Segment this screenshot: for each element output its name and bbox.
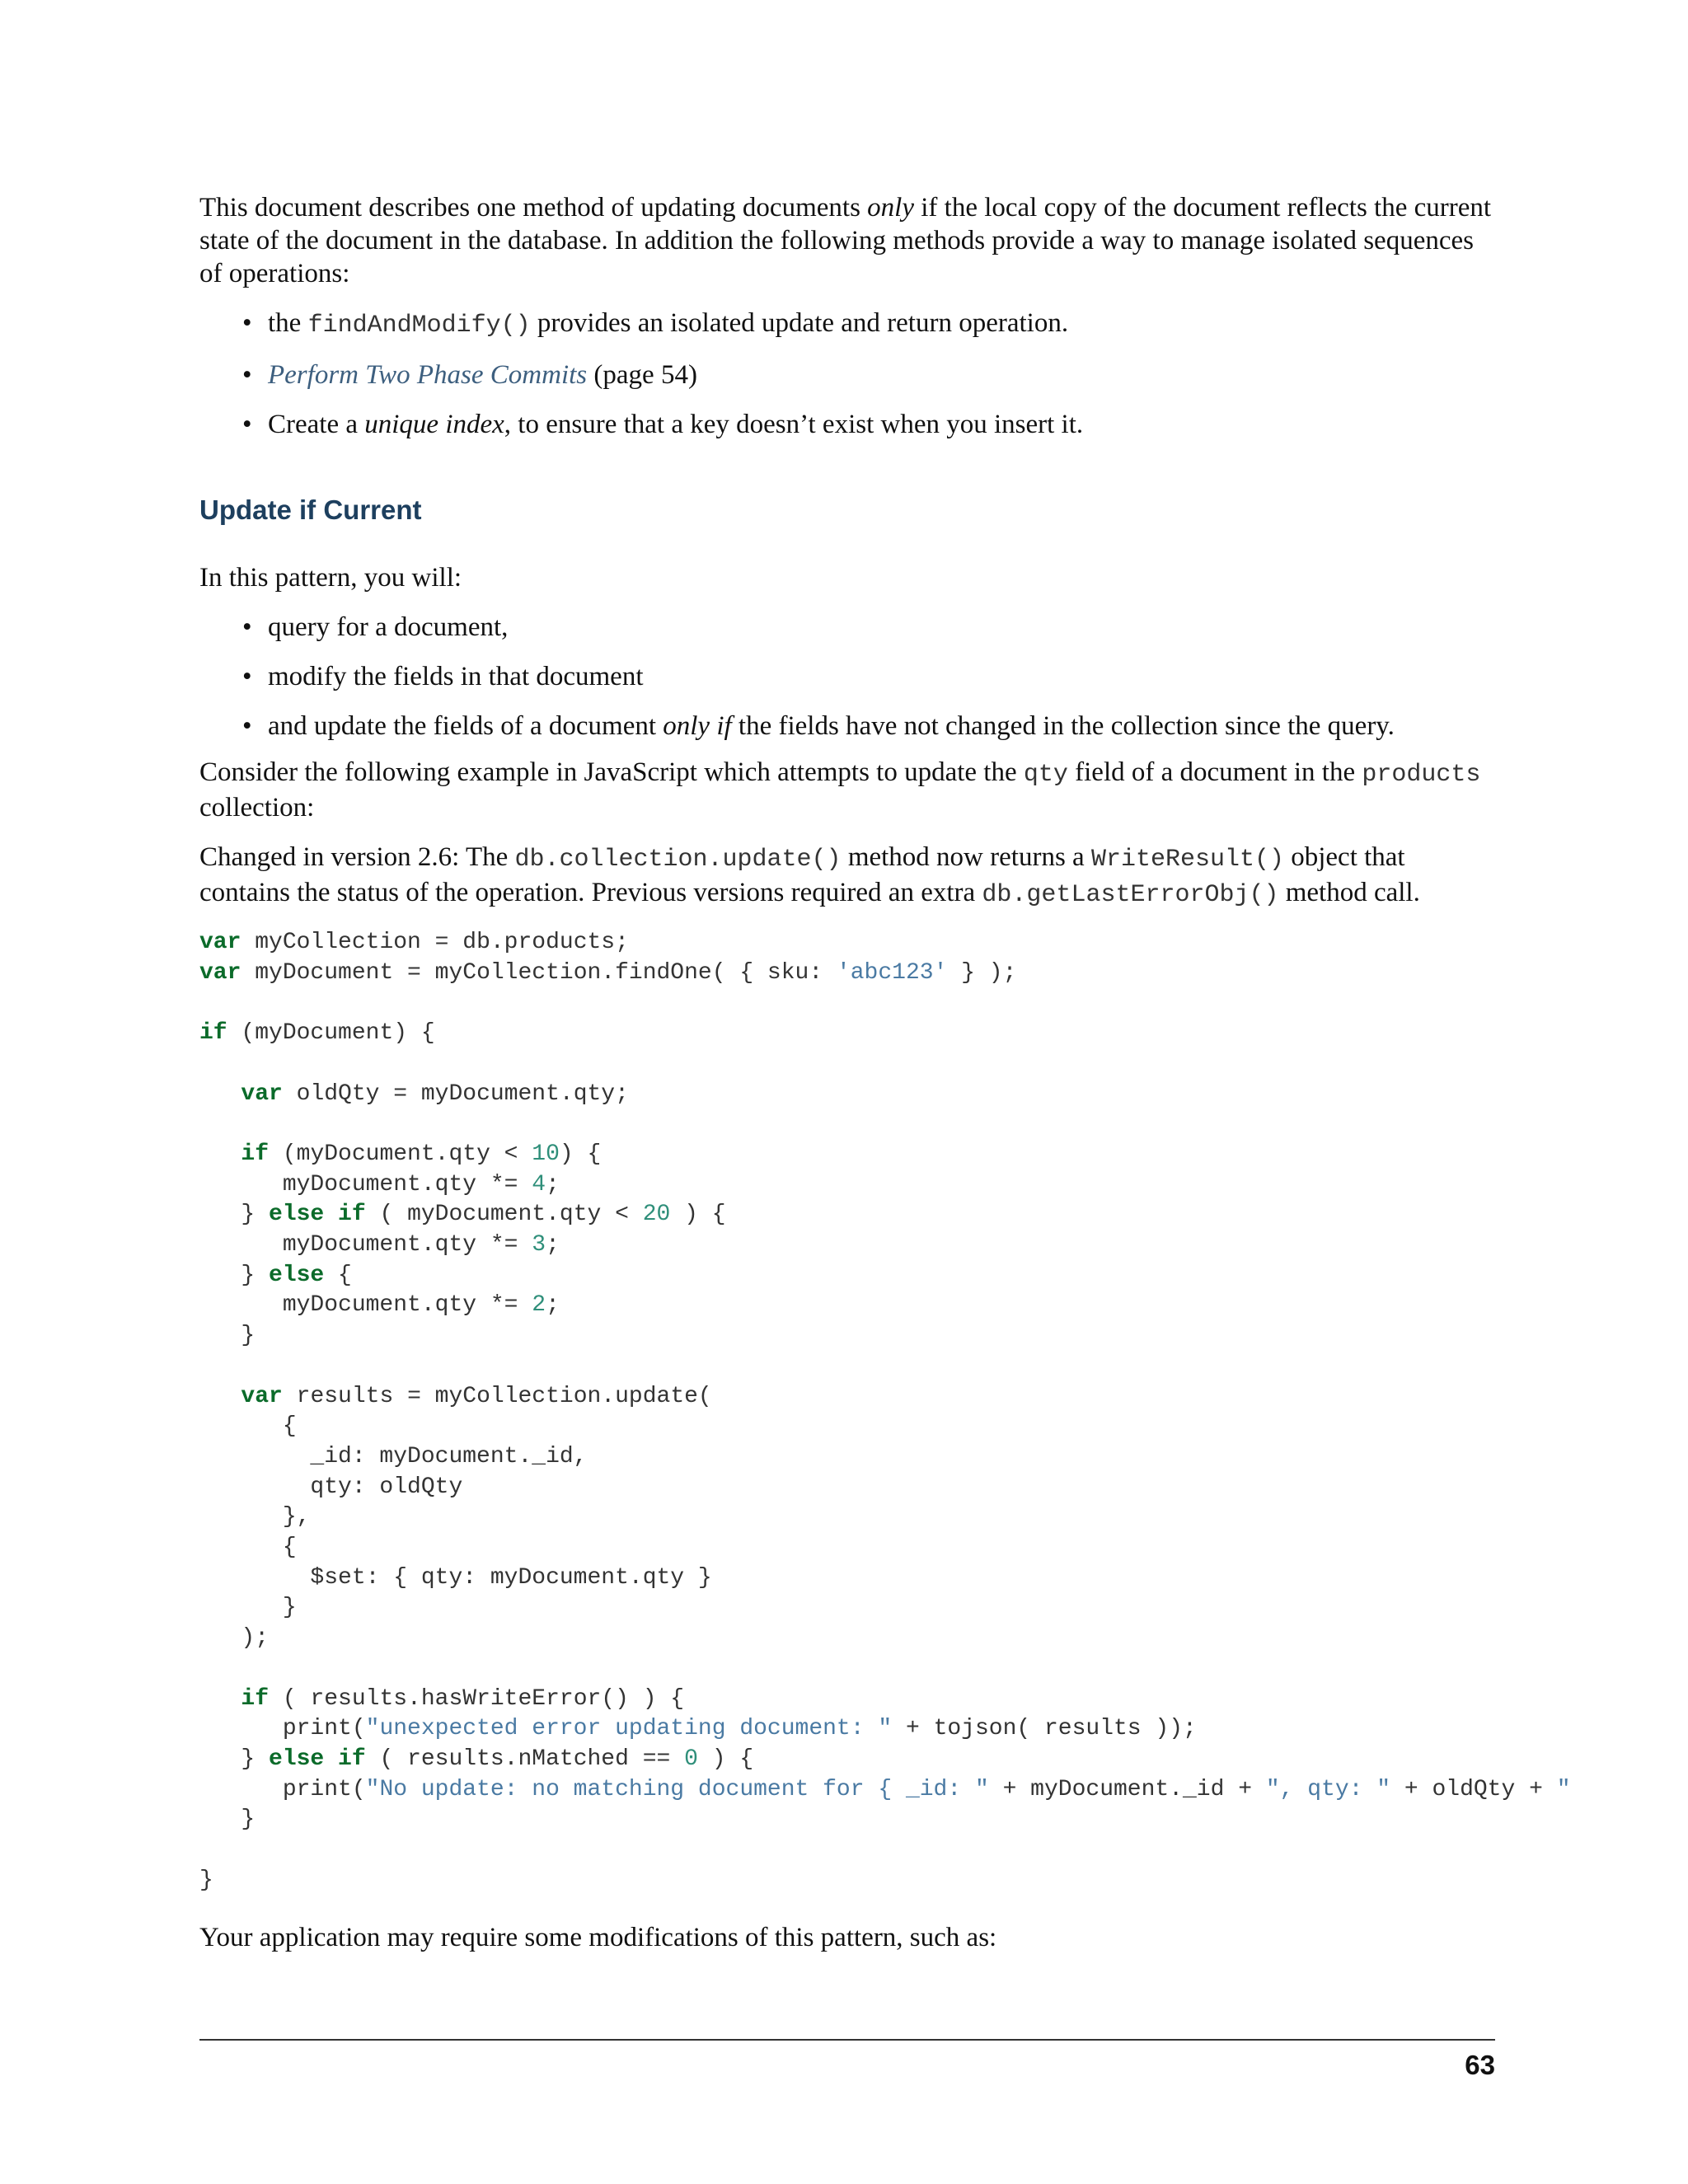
pattern-lead: In this pattern, you will:	[199, 563, 462, 593]
inline-code: WriteResult()	[1090, 846, 1284, 874]
inline-code: findAndModify()	[307, 312, 531, 340]
inline-code: db.getLastErrorObj()	[982, 881, 1279, 909]
document-page	[199, 191, 1571, 1971]
closing-paragraph: Your application may require some modifications of this pattern, such as:	[199, 1922, 997, 1952]
list-item: • Create a unique index, to ensure that a key doesn’t exist when you insert it.	[199, 408, 1495, 441]
footer-divider	[199, 2039, 1495, 2041]
example-intro-paragraph: Consider the following example in JavaScript which attempts to update the qty field of a document in the products collection:	[199, 757, 1481, 823]
version-change-note: Changed in version 2.6: The db.collection.update() method now returns a WriteResult() object that contains the status of the operation. Previous versions required an extra db.getLastErrorObj() method call.	[199, 842, 1420, 909]
code-block: var myCollection = db.products; var myDocument = myCollection.findOne( { sku: 'abc123' } ); if (myDocument) { var oldQty = myDocument.qty; if (myDocument.qty < 10) { myDocument.qty *= 4; } else if ( myDocument.qty < 20 ) { myDocument.qty *= 3; } else { myDocument.qty *= 2; } var results = myCollection.update( { _id: myDocument._id, qty: oldQty }, { $set: { qty: myDocument.qty } } ); if ( results.hasWriteError() ) { print("unexpected error updating document: " + tojson( results )); } else if ( results.nMatched == 0 ) { print("No update: no matching document for { _id: " + myDocument._id + ", qty: " + oldQty + " } }	[199, 930, 1571, 1893]
list-item: • the findAndModify() provides an isolated update and return operation.	[199, 307, 1495, 342]
two-phase-commits-link[interactable]: Perform Two Phase Commits	[268, 360, 588, 390]
list-item: • Perform Two Phase Commits (page 54)	[199, 359, 1495, 391]
pattern-steps-list	[199, 611, 1495, 743]
intro-paragraph: This document describes one method of updating documents only if the local copy of the document reflects the current state of the document in the database. In addition the following methods provide a way to manage isolated sequences of operations:	[199, 193, 1492, 288]
inline-code: products	[1362, 761, 1481, 789]
section-heading: Update if Current	[199, 494, 422, 525]
list-item: • and update the fields of a document only if the fields have not changed in the collection since the query.	[199, 710, 1495, 743]
page-number: 63	[1465, 2050, 1495, 2080]
isolation-methods-list	[199, 307, 1495, 441]
list-item: • modify the fields in that document	[199, 660, 1495, 693]
inline-code: db.collection.update()	[514, 846, 842, 874]
list-item: • query for a document,	[199, 611, 1495, 644]
inline-code: qty	[1023, 761, 1068, 789]
